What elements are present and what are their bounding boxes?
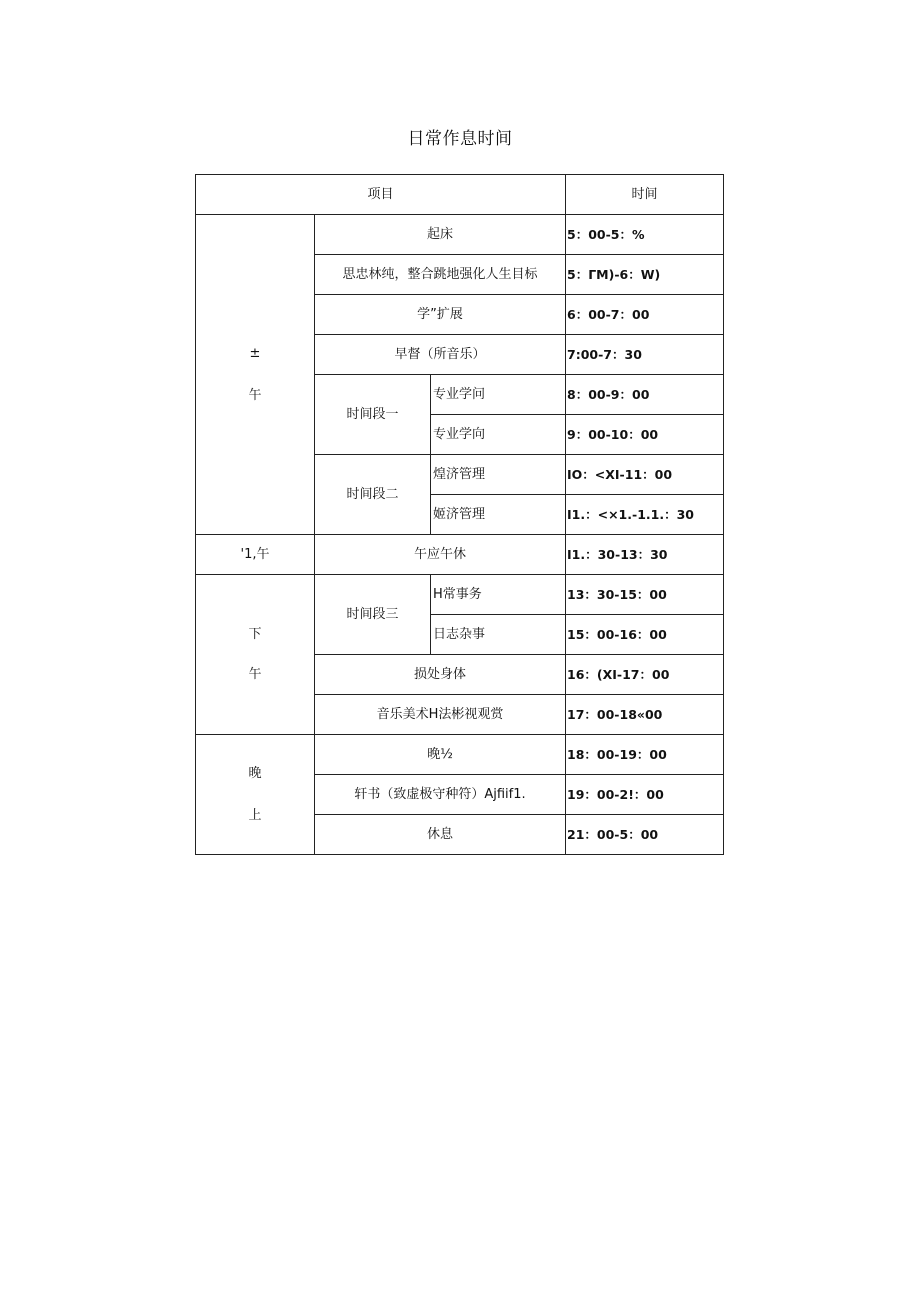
row-time: 18：00-19：00 (566, 735, 724, 775)
row-label: 姬济管理 (431, 495, 566, 535)
page-title: 日常作息时间 (407, 129, 513, 149)
row-label: 学”扩展 (315, 295, 566, 335)
group-morning-line-2: 午 (248, 387, 262, 403)
group-evening-line-2: 上 (248, 807, 262, 823)
schedule-table (195, 174, 724, 855)
row-label: 音乐美术H法彬视观赏 (315, 695, 566, 735)
table-header-row (196, 175, 724, 215)
row-time: 19：00-2!：00 (566, 775, 724, 815)
row-label: 轩书（致虚极守种符）Ajfiif1. (315, 775, 566, 815)
group-evening-line-1: 晚 (248, 765, 262, 781)
row-label: 午应午休 (315, 535, 566, 575)
subgroup-1: 时间段一 (315, 375, 431, 455)
row-time: IO：<XI-11：00 (566, 455, 724, 495)
header-time: 时间 (566, 175, 724, 215)
row-label: 日志杂事 (431, 615, 566, 655)
row-time: 13：30-15：00 (566, 575, 724, 615)
subgroup-3: 时间段三 (315, 575, 431, 655)
group-afternoon-line-1: 下 (248, 626, 262, 642)
row-label: 早督（所音乐） (315, 335, 566, 375)
row-label: 专业学向 (431, 415, 566, 455)
row-time: 9：00-10：00 (566, 415, 724, 455)
group-morning-line-1: ± (249, 345, 261, 361)
row-time: 8：00-9：00 (566, 375, 724, 415)
header-item: 项目 (196, 175, 566, 215)
row-time: 7:00-7：30 (566, 335, 724, 375)
row-time: 5：ΓM)-6：W) (566, 255, 724, 295)
row-time: I1.：<×1.-1.1.：30 (566, 495, 724, 535)
row-time: 17：00-18«00 (566, 695, 724, 735)
row-time: 21：00-5：00 (566, 815, 724, 855)
row-time: 15：00-16：00 (566, 615, 724, 655)
row-label: 思忠林纯，整合跳地强化人生目标 (315, 255, 566, 295)
row-label: 煌济管理 (431, 455, 566, 495)
row-label: 专业学问 (431, 375, 566, 415)
row-time: 5：00-5：% (566, 215, 724, 255)
row-label: 休息 (315, 815, 566, 855)
row-label: 损处身体 (315, 655, 566, 695)
group-afternoon-line-2: 午 (248, 666, 262, 682)
row-label: 起床 (315, 215, 566, 255)
table-row (196, 575, 724, 615)
row-label: H常事务 (431, 575, 566, 615)
table-row (196, 735, 724, 775)
group-morning (196, 215, 315, 535)
row-label: 晚½ (315, 735, 566, 775)
row-time: I1.：30-13：30 (566, 535, 724, 575)
table-row (196, 535, 724, 575)
group-noon: '1,午 (196, 535, 315, 575)
row-time: 6：00-7：00 (566, 295, 724, 335)
row-time: 16：(XI-17：00 (566, 655, 724, 695)
subgroup-2: 时间段二 (315, 455, 431, 535)
group-evening (196, 735, 315, 855)
group-afternoon (196, 575, 315, 735)
table-row (196, 215, 724, 255)
